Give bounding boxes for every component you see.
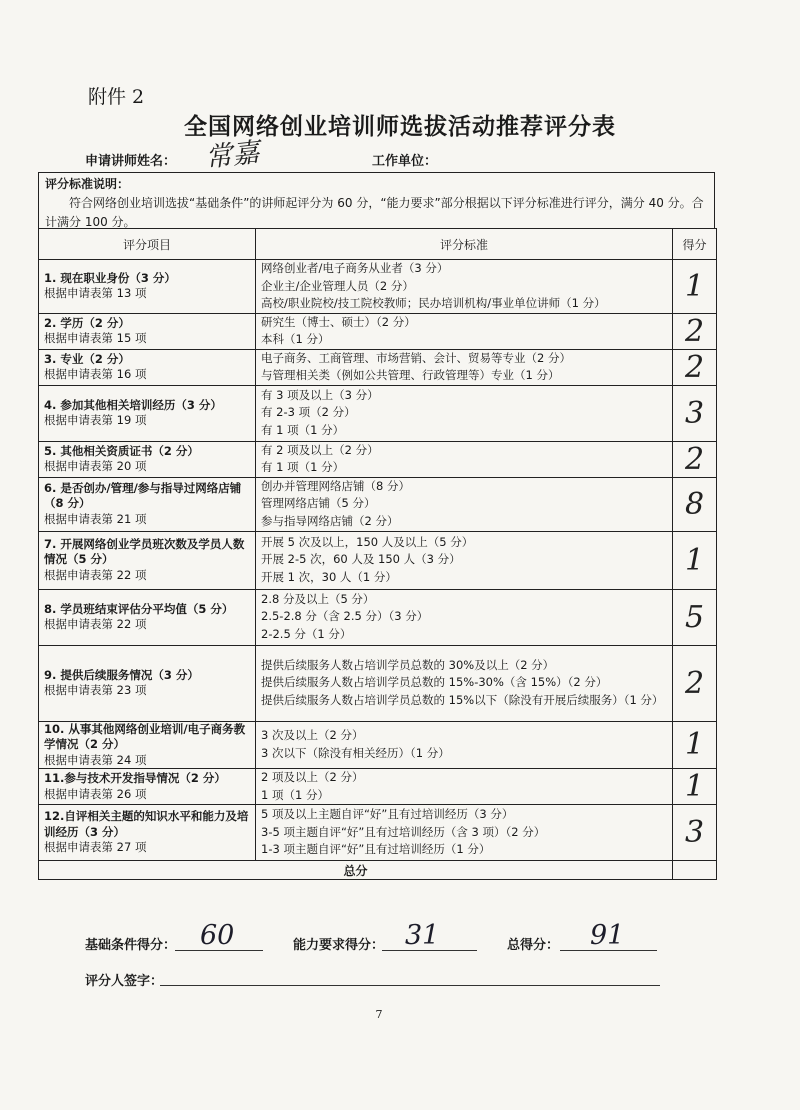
attachment-label: 附件 2 — [88, 86, 145, 108]
standard-line: 1 项（1 分） — [261, 787, 329, 802]
standard-line: 有 2 项及以上（2 分） — [261, 442, 379, 457]
item-reference: 根据申请表第 21 项 — [44, 511, 147, 526]
score-row-3 — [39, 349, 717, 385]
item-reference: 根据申请表第 24 项 — [44, 752, 147, 767]
standard-line: 5 项及以上主题自评“好”且有过培训经历（3 分） — [261, 807, 514, 822]
rater-signature-line — [160, 985, 660, 986]
standard-cell — [256, 441, 673, 477]
score-row-12 — [39, 805, 717, 861]
item-title: 2. 学历（2 分） — [44, 315, 130, 330]
item-title: 5. 其他相关资质证书（2 分） — [44, 443, 199, 458]
item-cell — [39, 385, 256, 441]
work-unit-label: 工作单位： — [372, 154, 438, 169]
item-reference: 根据申请表第 27 项 — [44, 840, 147, 855]
score-row-7 — [39, 531, 717, 589]
score-row-8 — [39, 589, 717, 645]
item-cell — [39, 349, 256, 385]
item-title: 12.自评相关主题的知识水平和能力及培训经历（3 分） — [44, 809, 249, 839]
header-item: 评分项目 — [39, 229, 256, 260]
item-cell — [39, 589, 256, 645]
score-cell-handwritten: 2 — [673, 645, 717, 721]
item-reference: 根据申请表第 20 项 — [44, 459, 147, 473]
criteria-body: 符合网络创业培训选拔“基础条件”的讲师起评分为 60 分，“能力要求”部分根据以下评分标准进行评分，满分 40 分。合计满分 100 分。 — [45, 196, 704, 229]
item-title: 8. 学员班结束评估分平均值（5 分） — [44, 601, 234, 616]
score-cell-handwritten: 1 — [673, 531, 717, 589]
item-cell — [39, 769, 256, 805]
item-cell — [39, 645, 256, 721]
standard-line: 开展 5 次及以上，150 人及以上（5 分） — [261, 534, 474, 549]
standard-line: 3 次及以上（2 分） — [261, 728, 364, 743]
item-cell — [39, 260, 256, 314]
standard-cell — [256, 385, 673, 441]
standard-line: 2 项及以上（2 分） — [261, 770, 364, 784]
score-row-9 — [39, 645, 717, 721]
standard-cell — [256, 645, 673, 721]
score-row-11 — [39, 769, 717, 805]
rater-signature-label: 评分人签字： — [85, 974, 164, 989]
score-cell-handwritten: 1 — [673, 721, 717, 769]
ability-score-label: 能力要求得分： — [293, 938, 385, 953]
score-row-5 — [39, 441, 717, 477]
total-row — [39, 861, 717, 880]
standard-cell — [256, 805, 673, 861]
score-row-10 — [39, 721, 717, 769]
total-row-score — [673, 861, 717, 880]
criteria-explanation — [38, 172, 715, 228]
standard-line: 1-3 项主题自评“好”且有过培训经历（1 分） — [261, 842, 491, 857]
page-number: 7 — [375, 1008, 383, 1021]
score-cell-handwritten: 8 — [673, 477, 717, 531]
standard-line: 开展 2-5 次，60 人及 150 人（3 分） — [261, 552, 461, 567]
total-row-label: 总分 — [39, 861, 673, 880]
score-cell-handwritten: 3 — [673, 805, 717, 861]
score-row-2 — [39, 313, 717, 349]
item-reference: 根据申请表第 26 项 — [44, 786, 147, 801]
standard-line: 2-2.5 分（1 分） — [261, 626, 352, 641]
standard-cell — [256, 589, 673, 645]
score-row-6 — [39, 477, 717, 531]
header-standard: 评分标准 — [256, 229, 673, 260]
standard-line: 电子商务、工商管理、市场营销、会计、贸易等专业（2 分） — [261, 350, 571, 365]
standard-line: 企业主/企业管理人员（2 分） — [261, 278, 414, 293]
standard-line: 有 1 项（1 分） — [261, 422, 345, 437]
standard-line: 创办并管理网络店铺（8 分） — [261, 478, 410, 493]
item-title: 9. 提供后续服务情况（3 分） — [44, 667, 199, 682]
item-title: 11.参与技术开发指导情况（2 分） — [44, 771, 226, 785]
standard-cell — [256, 349, 673, 385]
item-reference: 根据申请表第 23 项 — [44, 683, 147, 697]
item-title: 6. 是否创办/管理/参与指导过网络店铺（8 分） — [44, 480, 242, 511]
standard-line: 本科（1 分） — [261, 332, 330, 346]
applicant-name-handwritten: 常嘉 — [203, 137, 261, 174]
item-reference: 根据申请表第 13 项 — [44, 286, 147, 301]
applicant-name-label: 申请讲师姓名： — [85, 154, 177, 169]
standard-line: 开展 1 次，30 人（1 分） — [261, 569, 397, 584]
score-cell-handwritten: 2 — [673, 349, 717, 385]
score-row-4 — [39, 385, 717, 441]
item-reference: 根据申请表第 22 项 — [44, 617, 147, 631]
item-cell — [39, 721, 256, 769]
score-cell-handwritten: 2 — [673, 441, 717, 477]
item-title: 3. 专业（2 分） — [44, 351, 130, 366]
score-cell-handwritten: 3 — [673, 385, 717, 441]
score-cell-handwritten: 1 — [673, 769, 717, 805]
item-reference: 根据申请表第 15 项 — [44, 331, 147, 345]
standard-line: 提供后续服务人数占培训学员总数的 30%及以上（2 分） — [261, 657, 555, 672]
item-cell — [39, 441, 256, 477]
item-title: 4. 参加其他相关培训经历（3 分） — [44, 397, 222, 412]
standard-cell — [256, 769, 673, 805]
basic-score-label: 基础条件得分： — [85, 938, 177, 953]
standard-line: 2.8 分及以上（5 分） — [261, 591, 375, 606]
score-table — [38, 228, 717, 880]
item-cell — [39, 805, 256, 861]
standard-line: 提供后续服务人数占培训学员总数的 15%以下（除没有开展后续服务）（1 分） — [261, 692, 664, 707]
standard-line: 与管理相关类（例如公共管理、行政管理等）专业（1 分） — [261, 368, 560, 382]
score-cell-handwritten: 2 — [673, 313, 717, 349]
standard-line: 有 2-3 项（2 分） — [261, 405, 356, 420]
score-row-1 — [39, 260, 717, 314]
standard-line: 高校/职业院校/技工院校教师；民办培训机构/事业单位讲师（1 分） — [261, 296, 606, 310]
score-table-header — [39, 229, 717, 260]
standard-line: 2.5-2.8 分（含 2.5 分）（3 分） — [261, 609, 429, 624]
item-reference: 根据申请表第 22 项 — [44, 567, 147, 582]
standard-line: 参与指导网络店铺（2 分） — [261, 513, 399, 528]
standard-line: 有 3 项及以上（3 分） — [261, 387, 379, 402]
item-cell — [39, 477, 256, 531]
standard-line: 管理网络店铺（5 分） — [261, 496, 376, 511]
standard-line: 提供后续服务人数占培训学员总数的 15%-30%（含 15%）（2 分） — [261, 675, 608, 690]
standard-cell — [256, 477, 673, 531]
item-cell — [39, 531, 256, 589]
header-score: 得分 — [673, 229, 717, 260]
item-title: 1. 现在职业身份（3 分） — [44, 270, 176, 285]
total-score-label: 总得分： — [507, 938, 560, 953]
standard-line: 3-5 项主题自评“好”且有过培训经历（含 3 项）（2 分） — [261, 824, 546, 839]
standard-cell — [256, 531, 673, 589]
item-title: 7. 开展网络创业学员班次数及学员人数情况（5 分） — [44, 536, 245, 567]
standard-line: 网络创业者/电子商务从业者（3 分） — [261, 261, 449, 275]
basic-score-value: 60 — [200, 920, 235, 951]
standard-cell — [256, 313, 673, 349]
item-reference: 根据申请表第 16 项 — [44, 367, 147, 381]
item-title: 10. 从事其他网络创业培训/电子商务教学情况（2 分） — [44, 721, 246, 751]
score-cell-handwritten: 5 — [673, 589, 717, 645]
item-reference: 根据申请表第 19 项 — [44, 413, 147, 427]
standard-line: 有 1 项（1 分） — [261, 460, 345, 474]
score-cell-handwritten: 1 — [673, 260, 717, 314]
standard-line: 3 次以下（除没有相关经历）（1 分） — [261, 745, 450, 760]
standard-cell — [256, 260, 673, 314]
standard-line: 研究生（博士、硕士）（2 分） — [261, 314, 416, 329]
standard-cell — [256, 721, 673, 769]
ability-score-value: 31 — [405, 920, 440, 951]
item-cell — [39, 313, 256, 349]
criteria-title: 评分标准说明： — [45, 177, 130, 191]
total-score-value: 91 — [590, 920, 625, 951]
page-title: 全国网络创业培训师选拔活动推荐评分表 — [184, 113, 616, 140]
